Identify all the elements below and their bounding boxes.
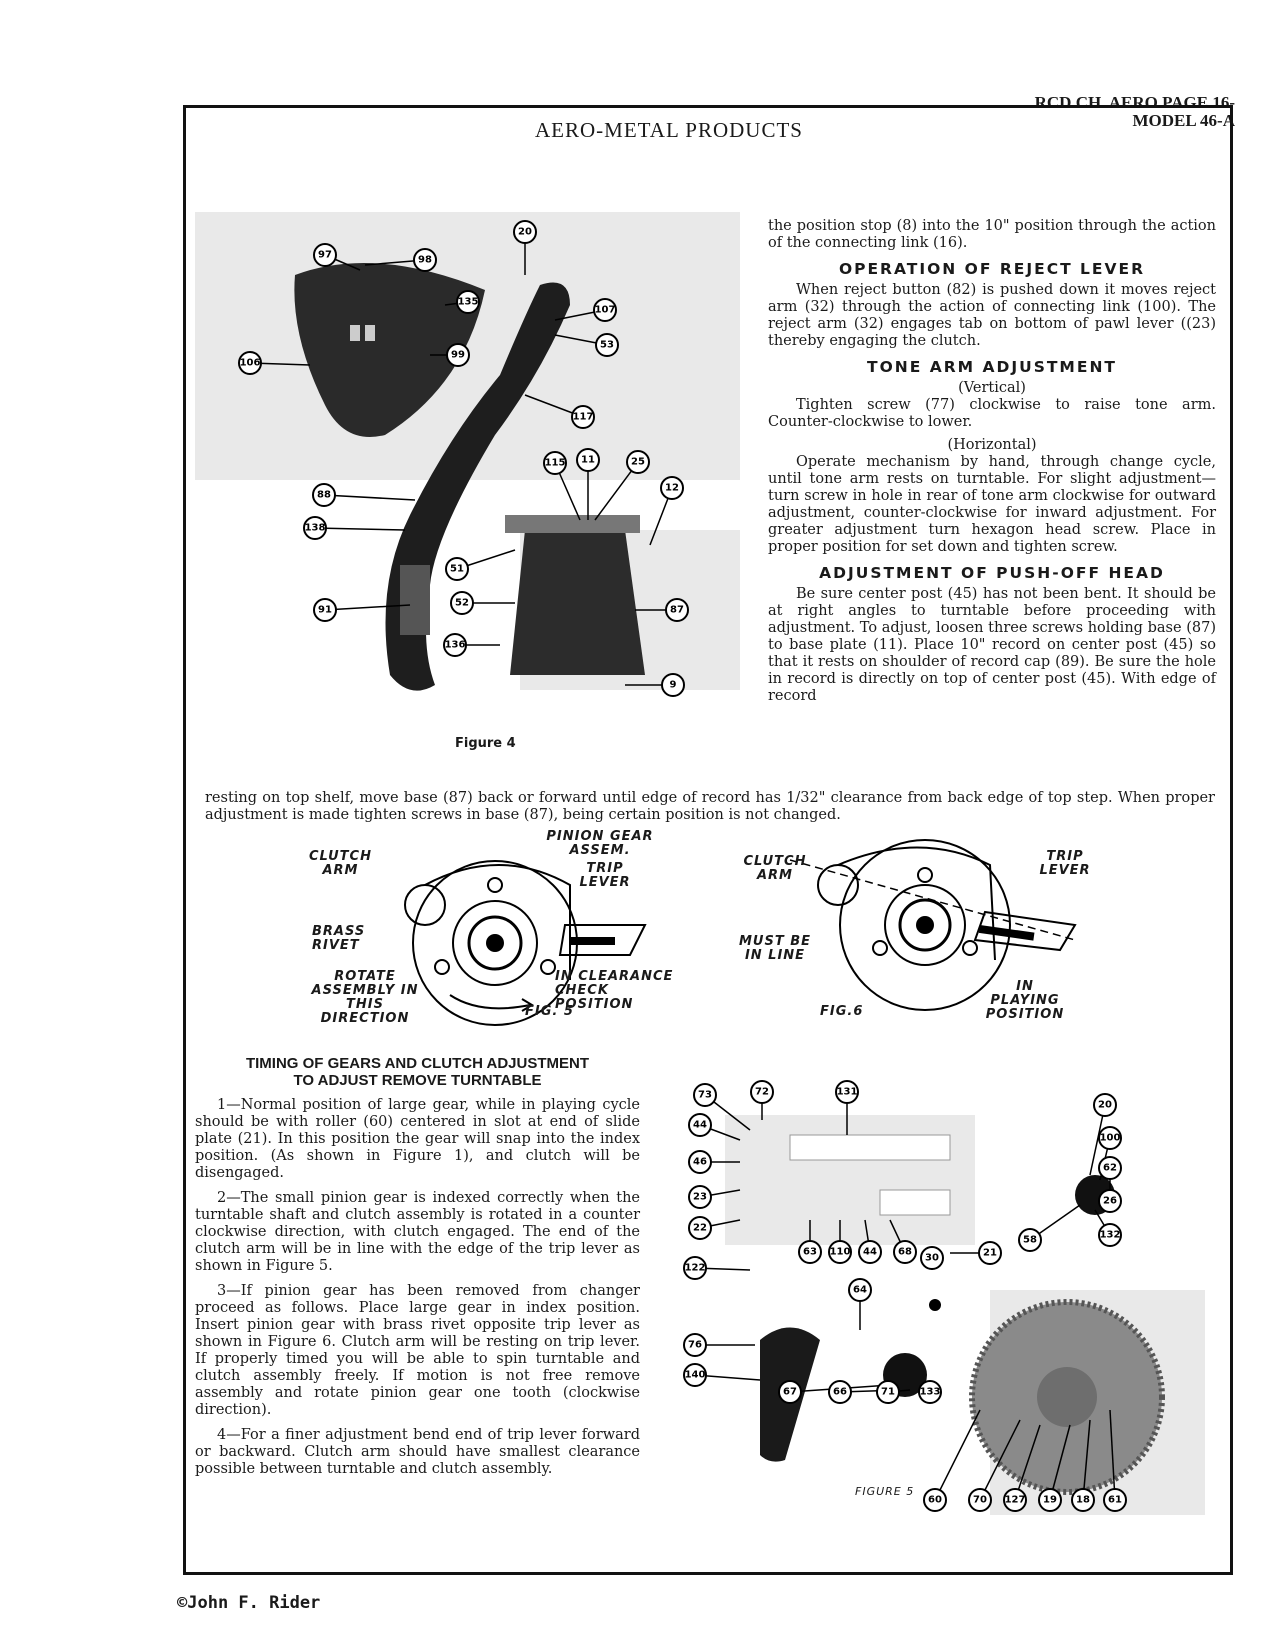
svg-text:117: 117	[572, 411, 594, 423]
callout-20	[514, 221, 536, 243]
callout-99	[447, 344, 469, 366]
wide-paragraph: resting on top shelf, move base (87) back or forward until edge of record has 1/32" clearance from back edge of top step. When proper adjustment is made tighten screws in base (87), being certain position is not changed.	[205, 790, 1215, 823]
callout-21	[979, 1242, 1001, 1264]
svg-text:60: 60	[928, 1494, 942, 1506]
callout-26	[1099, 1190, 1121, 1212]
callout-25	[627, 451, 649, 473]
callout-62	[1099, 1157, 1121, 1179]
callout-52	[451, 592, 473, 614]
svg-text:30: 30	[925, 1252, 939, 1264]
svg-text:138: 138	[304, 522, 326, 534]
fig6-clutch-arm-shape	[818, 865, 858, 905]
callout-58	[1019, 1229, 1041, 1251]
figure5-caption: FIGURE 5	[855, 1485, 915, 1498]
svg-text:87: 87	[670, 604, 684, 616]
callout-63	[799, 1241, 821, 1263]
svg-text:61: 61	[1108, 1494, 1122, 1506]
svg-text:63: 63	[803, 1246, 817, 1258]
fig6-playing-label: IN PLAYING POSITION	[985, 979, 1065, 1022]
figure4-caption: Figure 4	[455, 736, 516, 751]
callout-107	[594, 299, 616, 321]
callout-18	[1072, 1489, 1094, 1511]
callout-122	[684, 1257, 706, 1279]
callout-100	[1099, 1127, 1121, 1149]
svg-text:88: 88	[317, 489, 331, 501]
svg-text:76: 76	[688, 1339, 702, 1351]
horizontal-label: (Horizontal)	[947, 437, 1037, 453]
fig5-caption: FIG. 5	[525, 1004, 574, 1019]
callout-110	[829, 1241, 851, 1263]
svg-text:11: 11	[581, 454, 595, 466]
fig5-pinion-label: PINION GEAR ASSEM.	[546, 829, 654, 858]
svg-text:26: 26	[1103, 1195, 1117, 1207]
fig6-must-label: MUST BE IN LINE	[738, 934, 812, 963]
svg-text:12: 12	[665, 482, 679, 494]
svg-text:136: 136	[444, 639, 466, 651]
callout-87	[666, 599, 688, 621]
fig6-clutch-arm-label: CLUTCH ARM	[743, 854, 807, 883]
callout-88	[313, 484, 335, 506]
svg-text:25: 25	[631, 456, 645, 468]
svg-text:131: 131	[836, 1086, 858, 1098]
svg-text:22: 22	[693, 1222, 707, 1234]
callout-91	[314, 599, 336, 621]
svg-text:115: 115	[544, 457, 566, 469]
svg-text:9: 9	[669, 679, 677, 691]
callout-72	[751, 1081, 773, 1103]
horizontal-text: Operate mechanism by hand, through change cycle, until tone arm rests on turntable. For slight adjustment—turn screw in hole in rear of tone arm clockwise for outward adjustment, counter-clockwise for inward adjustment. For greater adjustment turn hexagon head screw. Place in proper position for set down and tighten screw.	[768, 454, 1216, 555]
fig5-clutch-arm-label: CLUTCH ARM	[309, 849, 372, 878]
callout-22	[689, 1217, 711, 1239]
callout-66	[829, 1381, 851, 1403]
svg-text:20: 20	[518, 226, 532, 238]
fig5-clutch-arm-shape	[405, 885, 445, 925]
svg-text:106: 106	[239, 357, 261, 369]
callout-61	[1104, 1489, 1126, 1511]
callout-136	[444, 634, 466, 656]
svg-text:132: 132	[1099, 1229, 1121, 1241]
svg-text:70: 70	[973, 1494, 987, 1506]
figure4-callouts	[195, 205, 755, 725]
svg-text:107: 107	[594, 304, 616, 316]
callout-106	[239, 352, 261, 374]
timing-step-1: 1—Normal position of large gear, while in playing cycle should be with roller (60) centered in slot at end of slide plate (21). In this position the gear will snap into the index position. (As shown in Figure 1), and clutch will be disengaged.	[195, 1097, 640, 1181]
svg-text:91: 91	[318, 604, 332, 616]
svg-text:18: 18	[1076, 1494, 1090, 1506]
svg-text:23: 23	[693, 1191, 707, 1203]
copyright-footer: ©John F. Rider	[177, 1593, 321, 1613]
svg-text:20: 20	[1098, 1099, 1112, 1111]
svg-text:122: 122	[684, 1262, 706, 1274]
intro-text: the position stop (8) into the 10" position through the action of the connecting link (16).	[768, 218, 1216, 251]
svg-text:53: 53	[600, 339, 614, 351]
pushoff-text: Be sure center post (45) has not been bent. It should be at right angles to turntable before proceeding with adjustment. To adjust, loosen three screws holding base (87) to base plate (11). Place 10" record on center post (45) so that it rests on shoulder of record cap (89). Be sure the hole in record is directly on top of center post (45). With edge of record	[768, 586, 1216, 704]
fig5-brass-rivet-label: BRASS RIVET	[312, 924, 366, 953]
callout-68	[894, 1241, 916, 1263]
callout-140	[684, 1364, 706, 1386]
callout-67	[779, 1381, 801, 1403]
reject-heading: OPERATION OF REJECT LEVER	[838, 260, 1146, 278]
timing-step-2: 2—The small pinion gear is indexed correctly when the turntable shaft and clutch assembly is rotated in a counter clockwise direction, with clutch engaged. The end of the clutch arm will be in line with the edge of the trip lever as shown in Figure 5.	[195, 1190, 640, 1274]
svg-text:58: 58	[1023, 1234, 1037, 1246]
callout-127	[1004, 1489, 1026, 1511]
callout-51	[446, 558, 468, 580]
callout-132	[1099, 1224, 1121, 1246]
callout-19	[1039, 1489, 1061, 1511]
svg-text:98: 98	[418, 254, 432, 266]
callout-60	[924, 1489, 946, 1511]
svg-text:21: 21	[983, 1247, 997, 1259]
svg-text:135: 135	[457, 296, 479, 308]
company-title: AERO-METAL PRODUCTS	[535, 118, 803, 142]
callout-117	[572, 406, 594, 428]
callout-131	[836, 1081, 858, 1103]
callout-76	[684, 1334, 706, 1356]
callout-23	[689, 1186, 711, 1208]
callout-53	[596, 334, 618, 356]
callout-46	[689, 1151, 711, 1173]
svg-text:68: 68	[898, 1246, 912, 1258]
svg-text:44: 44	[863, 1246, 877, 1258]
fig5-rotate-label: ROTATE ASSEMBLY IN THIS DIRECTION	[311, 969, 419, 1026]
svg-text:52: 52	[455, 597, 469, 609]
callout-73	[694, 1084, 716, 1106]
timing-section	[195, 1055, 640, 1478]
svg-text:97: 97	[318, 249, 332, 261]
svg-text:67: 67	[783, 1386, 797, 1398]
svg-text:72: 72	[755, 1086, 769, 1098]
vertical-text: Tighten screw (77) clockwise to raise tone arm. Counter-clockwise to lower.	[768, 397, 1216, 430]
model-reference: MODEL 46-A	[1132, 111, 1235, 130]
tone-arm-heading: TONE ARM ADJUSTMENT	[867, 358, 1117, 376]
vertical-label: (Vertical)	[958, 380, 1026, 396]
callout-135	[457, 291, 479, 313]
page-reference: RCD.CH. AERO PAGE 16-	[1034, 93, 1235, 112]
svg-text:71: 71	[881, 1386, 895, 1398]
callout-71	[877, 1381, 899, 1403]
callout-138	[304, 517, 326, 539]
svg-text:66: 66	[833, 1386, 847, 1398]
callout-11	[577, 449, 599, 471]
callout-64	[849, 1279, 871, 1301]
callout-97	[314, 244, 336, 266]
timing-heading: TIMING OF GEARS AND CLUTCH ADJUSTMENT	[245, 1055, 590, 1072]
timing-step-4: 4—For a finer adjustment bend end of trip lever forward or backward. Clutch arm should have smallest clearance possible between turntable and clutch assembly.	[195, 1427, 640, 1477]
svg-text:99: 99	[451, 349, 465, 361]
fig5-trip-lever-label: TRIP LEVER	[579, 861, 631, 890]
callout-9	[662, 674, 684, 696]
svg-text:62: 62	[1103, 1162, 1117, 1174]
callout-44	[689, 1114, 711, 1136]
callout-98	[414, 249, 436, 271]
svg-text:46: 46	[693, 1156, 707, 1168]
right-text-column	[768, 218, 1216, 705]
fig6-trip-lever-label: TRIP LEVER	[1039, 849, 1091, 878]
svg-text:51: 51	[450, 563, 464, 575]
reject-text: When reject button (82) is pushed down it moves reject arm (32) through the action of connecting link (100). The reject arm (32) engages tab on bottom of pawl lever ((23) thereby engaging the clutch.	[768, 282, 1216, 349]
timing-subheading: TO ADJUST REMOVE TURNTABLE	[293, 1072, 542, 1089]
svg-text:140: 140	[684, 1369, 706, 1381]
fig5-clearance-label: IN CLEARANCE CHECK POSITION	[555, 969, 674, 1012]
svg-text:19: 19	[1043, 1494, 1057, 1506]
callout-70	[969, 1489, 991, 1511]
pushoff-heading: ADJUSTMENT OF PUSH-OFF HEAD	[819, 564, 1165, 582]
figure5-callouts	[684, 1080, 1220, 1560]
svg-text:44: 44	[693, 1119, 707, 1131]
callout-20	[1094, 1094, 1116, 1116]
svg-text:64: 64	[853, 1284, 867, 1296]
svg-text:127: 127	[1004, 1494, 1026, 1506]
svg-text:100: 100	[1099, 1132, 1121, 1144]
svg-text:110: 110	[829, 1246, 851, 1258]
timing-step-3: 3—If pinion gear has been removed from changer proceed as follows. Place large gear in index position. Insert pinion gear with brass rivet opposite trip lever as shown in Figure 6. Clutch arm will be resting on trip lever. If properly timed you will be able to spin turntable and clutch assembly freely. If motion is not free remove assembly and rotate pinion gear one tooth (clockwise direction).	[195, 1283, 640, 1418]
callout-30	[921, 1247, 943, 1269]
fig6-caption: FIG.6	[820, 1004, 864, 1019]
callout-44	[859, 1241, 881, 1263]
callout-133	[919, 1381, 941, 1403]
svg-text:73: 73	[698, 1089, 712, 1101]
svg-text:133: 133	[919, 1386, 941, 1398]
callout-12	[661, 477, 683, 499]
callout-115	[544, 452, 566, 474]
